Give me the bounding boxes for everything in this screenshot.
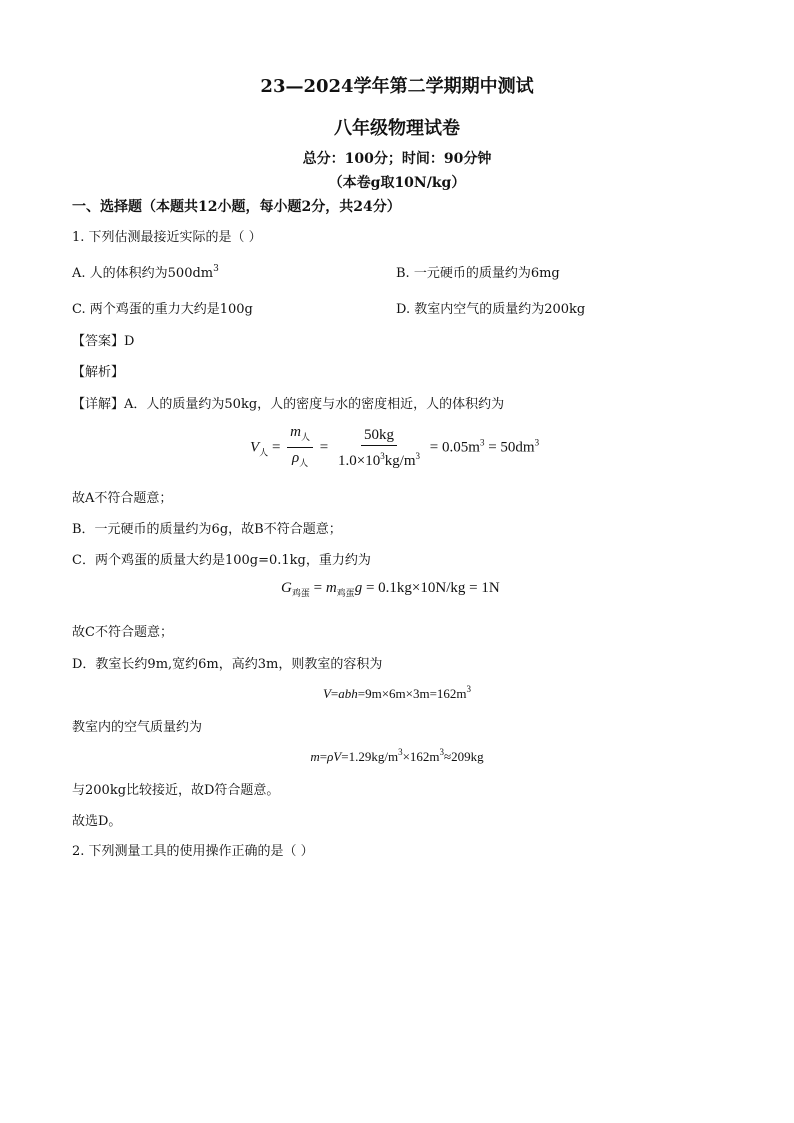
option-b: B. 一元硬币的质量约为6mg: [396, 266, 560, 281]
formula-air-mass: [0, 747, 794, 765]
score-time: 总分：100分；时间：90分钟: [302, 151, 492, 167]
choose-line: 故选D。: [72, 814, 122, 829]
formula4-exp1: 3: [398, 747, 403, 757]
air-line: 教室内的空气质量约为: [72, 720, 203, 735]
answer-tag: 【答案】: [72, 334, 125, 349]
formula1-result-a: = 0.05m: [429, 439, 480, 456]
formula1-den-exp2: 3: [415, 450, 421, 461]
formula4-eq: =: [319, 749, 328, 764]
question-2-stem: 2. 下列测量工具的使用操作正确的是（ ）: [72, 844, 314, 859]
formula1-V: V: [250, 439, 260, 456]
d-conclusion: 与200kg比较接近，故D符合题意。: [72, 783, 280, 798]
formula-volume: [250, 424, 539, 472]
formula2-rest: = 0.1kg×10N/kg = 1N: [362, 580, 500, 596]
c-conclusion: 故C不符合题意；: [72, 625, 173, 640]
detail-a-line: [72, 393, 504, 412]
option-c: C. 两个鸡蛋的重力大约是100g: [72, 302, 253, 317]
formula2-eq: =: [309, 580, 326, 596]
formula2-G: G: [281, 580, 292, 596]
a-conclusion: 故A不符合题意；: [72, 491, 173, 506]
section-heading: 一、选择题（本题共12小题，每小题2分，共24分）: [72, 199, 401, 215]
formula1-result-exp: 3: [479, 437, 485, 448]
formula1-frac-symbolic: [287, 424, 313, 472]
formula1-rho-sub: 人: [299, 458, 309, 468]
c-line: C．两个鸡蛋的质量大约是100g=0.1kg，重力约为: [72, 553, 371, 568]
g-note: （本卷g取10N/kg）: [328, 175, 466, 191]
exam-title: 23—2024学年第二学期期中测试: [260, 76, 534, 97]
formula3-rest: =9m×6m×3m=162m: [357, 686, 467, 701]
formula1-frac-numeric: [335, 427, 423, 470]
b-line: B．一元硬币的质量约为6g，故B不符合题意；: [72, 522, 342, 537]
formula1-result-b: = 50dm: [484, 439, 535, 456]
answer-value: D: [124, 334, 135, 349]
formula2-G-sub: 鸡蛋: [291, 588, 310, 598]
formula-gravity: [281, 580, 500, 599]
answer-line: [72, 330, 134, 349]
formula1-eq1: =: [271, 439, 281, 456]
option-a: [72, 262, 219, 281]
question-1-stem: 1. 下列估测最接近实际的是（ ）: [72, 230, 262, 245]
formula1-m-sub: 人: [301, 432, 311, 442]
formula2-m-sub: 鸡蛋: [336, 588, 355, 598]
detail-a-text: A．人的质量约为50kg，人的密度与水的密度相近，人的体积约为: [124, 397, 505, 412]
formula2-g: g: [354, 580, 363, 596]
formula3-abh: abh: [338, 686, 358, 701]
option-a-text: A. 人的体积约为500dm: [72, 266, 214, 281]
formula2-m: m: [325, 580, 337, 596]
formula4-rhoV: ρV: [327, 749, 342, 764]
formula1-den-a: 1.0×10: [337, 452, 381, 469]
formula4-c: ≈209kg: [444, 749, 484, 764]
formula3-eq: =: [330, 686, 339, 701]
formula4-m: m: [310, 749, 320, 764]
formula1-result-exp2: 3: [534, 437, 540, 448]
formula4-a: =1.29kg/m: [341, 749, 399, 764]
formula-room-volume: [0, 684, 794, 702]
formula3-exp: 3: [466, 684, 472, 694]
exam-subtitle: 八年级物理试卷: [334, 118, 460, 139]
detail-tag: 【详解】: [72, 397, 125, 412]
formula4-b: ×162m: [402, 749, 440, 764]
analysis-tag: 【解析】: [72, 365, 125, 380]
formula1-eq2: =: [319, 439, 329, 456]
d-line: D．教室长约9m,宽约6m，高约3m，则教室的容积为: [72, 657, 383, 672]
formula4-exp2: 3: [439, 747, 445, 757]
option-d: D. 教室内空气的质量约为200kg: [396, 302, 586, 317]
formula1-rho: ρ: [291, 450, 300, 466]
formula1-numerator: 50kg: [361, 427, 397, 446]
formula1-den-exp: 3: [380, 450, 385, 461]
formula1-m: m: [290, 424, 301, 440]
formula1-V-sub: 人: [259, 447, 269, 458]
option-a-sup: 3: [213, 264, 219, 274]
formula3-V: V: [322, 686, 331, 701]
formula1-den-b: kg/m: [384, 452, 416, 469]
